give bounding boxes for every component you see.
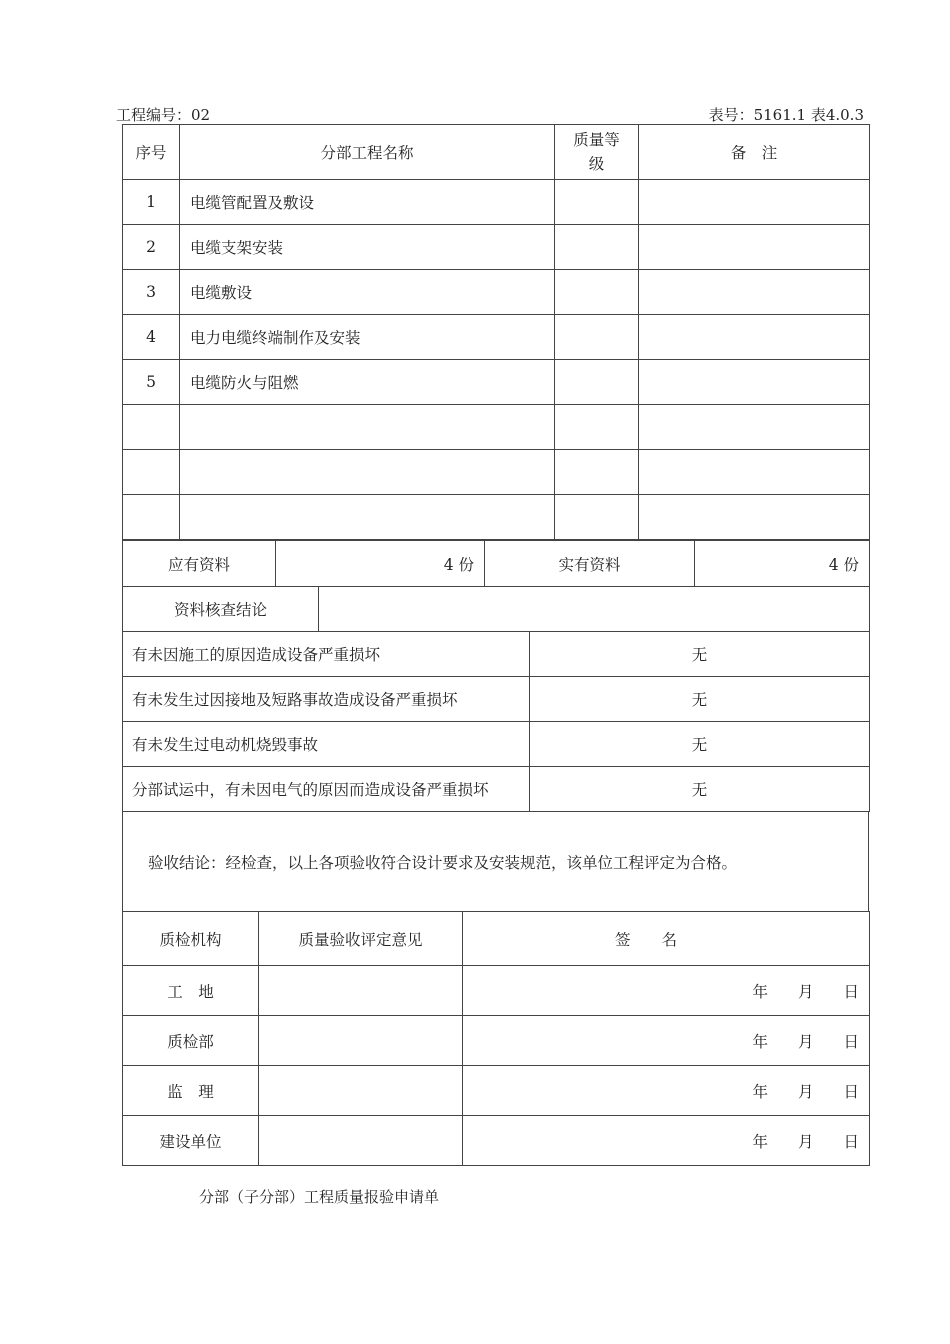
row-grade [555,180,639,225]
signoff-row [123,1016,870,1066]
check-answer: 无 [530,767,870,812]
check-row [123,767,870,812]
documents-table [122,540,870,587]
table-row [123,180,870,225]
check-answer: 无 [530,632,870,677]
row-remark [639,270,870,315]
signoff-opinion [259,1116,463,1166]
row-name: 电缆防火与阻燃 [180,360,555,405]
form-title: 分部（子分部）工程质量报验申请单 [199,1188,440,1206]
table-row [123,270,870,315]
header-opinion: 质量验收评定意见 [259,912,463,966]
row-grade [555,270,639,315]
conclusion-table [122,811,869,912]
row-name: 电缆支架安装 [180,225,555,270]
year-label: 年 [752,982,768,1001]
required-docs-value: 4 份 [276,541,485,587]
signoff-date [463,1116,870,1166]
row-grade [555,360,639,405]
row-name: 电缆敷设 [180,270,555,315]
year-label: 年 [752,1082,768,1101]
row-remark [639,180,870,225]
row-remark [639,225,870,270]
row-name: 电缆管配置及敷设 [180,180,555,225]
row-name [180,495,555,540]
row-seq [123,450,180,495]
month-label: 月 [797,1082,814,1101]
month-label: 月 [797,1032,814,1051]
items-table [122,124,870,540]
row-seq: 3 [123,270,180,315]
header-grade: 质量等级 [555,125,639,180]
row-seq: 1 [123,180,180,225]
signoff-date [463,1016,870,1066]
row-name [180,405,555,450]
year-label: 年 [752,1032,768,1051]
row-seq: 5 [123,360,180,405]
day-label: 日 [843,1082,859,1101]
day-label: 日 [843,1132,859,1151]
row-grade [555,405,639,450]
table-row [123,315,870,360]
row-grade [555,495,639,540]
signoff-table [122,911,870,1166]
table-row [123,405,870,450]
check-answer: 无 [530,722,870,767]
day-label: 日 [843,982,859,1001]
row-seq [123,495,180,540]
doc-check-label: 资料核查结论 [123,587,319,632]
month-label: 月 [797,1132,814,1151]
row-remark [639,450,870,495]
signoff-org: 质检部 [123,1016,259,1066]
check-row [123,632,870,677]
table-row [123,450,870,495]
signoff-row [123,1116,870,1166]
check-row [123,677,870,722]
table-row [123,225,870,270]
header-name: 分部工程名称 [180,125,555,180]
check-question: 有未因施工的原因造成设备严重损坏 [123,632,530,677]
signoff-opinion [259,1016,463,1066]
acceptance-conclusion: 验收结论：经检查，以上各项验收符合设计要求及安装规范，该单位工程评定为合格。 [123,812,869,912]
check-question: 有未发生过电动机烧毁事故 [123,722,530,767]
row-grade [555,450,639,495]
signoff-opinion [259,1066,463,1116]
signoff-org: 工 地 [123,966,259,1016]
check-answer: 无 [530,677,870,722]
signoff-opinion [259,966,463,1016]
required-docs-label: 应有资料 [123,541,276,587]
header-signature: 签 名 [463,912,870,966]
signoff-org: 监 理 [123,1066,259,1116]
signoff-date [463,1066,870,1116]
year-label: 年 [752,1132,768,1151]
items-header-row [123,125,870,180]
check-row [123,722,870,767]
row-grade [555,225,639,270]
row-remark [639,360,870,405]
table-row [123,360,870,405]
table-row [123,495,870,540]
header-remark: 备 注 [639,125,870,180]
signoff-row [123,1066,870,1116]
day-label: 日 [843,1032,859,1051]
document-check-table [122,586,870,632]
signoff-date [463,966,870,1016]
actual-docs-value: 4 份 [695,541,870,587]
row-remark [639,495,870,540]
row-seq: 2 [123,225,180,270]
header-org: 质检机构 [123,912,259,966]
row-remark [639,315,870,360]
signoff-header-row [123,912,870,966]
check-question: 分部试运中，有未因电气的原因而造成设备严重损坏 [123,767,530,812]
row-seq: 4 [123,315,180,360]
actual-docs-label: 实有资料 [485,541,695,587]
form-number: 表号：5161.1 表4.0.3 [708,106,864,124]
row-name [180,450,555,495]
month-label: 月 [797,982,814,1001]
row-remark [639,405,870,450]
row-seq [123,405,180,450]
project-number: 工程编号：02 [116,106,211,124]
row-grade [555,315,639,360]
header-seq: 序号 [123,125,180,180]
signoff-row [123,966,870,1016]
checks-table [122,631,870,812]
check-question: 有未发生过因接地及短路事故造成设备严重损坏 [123,677,530,722]
doc-check-value [319,587,870,632]
row-name: 电力电缆终端制作及安装 [180,315,555,360]
signoff-org: 建设单位 [123,1116,259,1166]
